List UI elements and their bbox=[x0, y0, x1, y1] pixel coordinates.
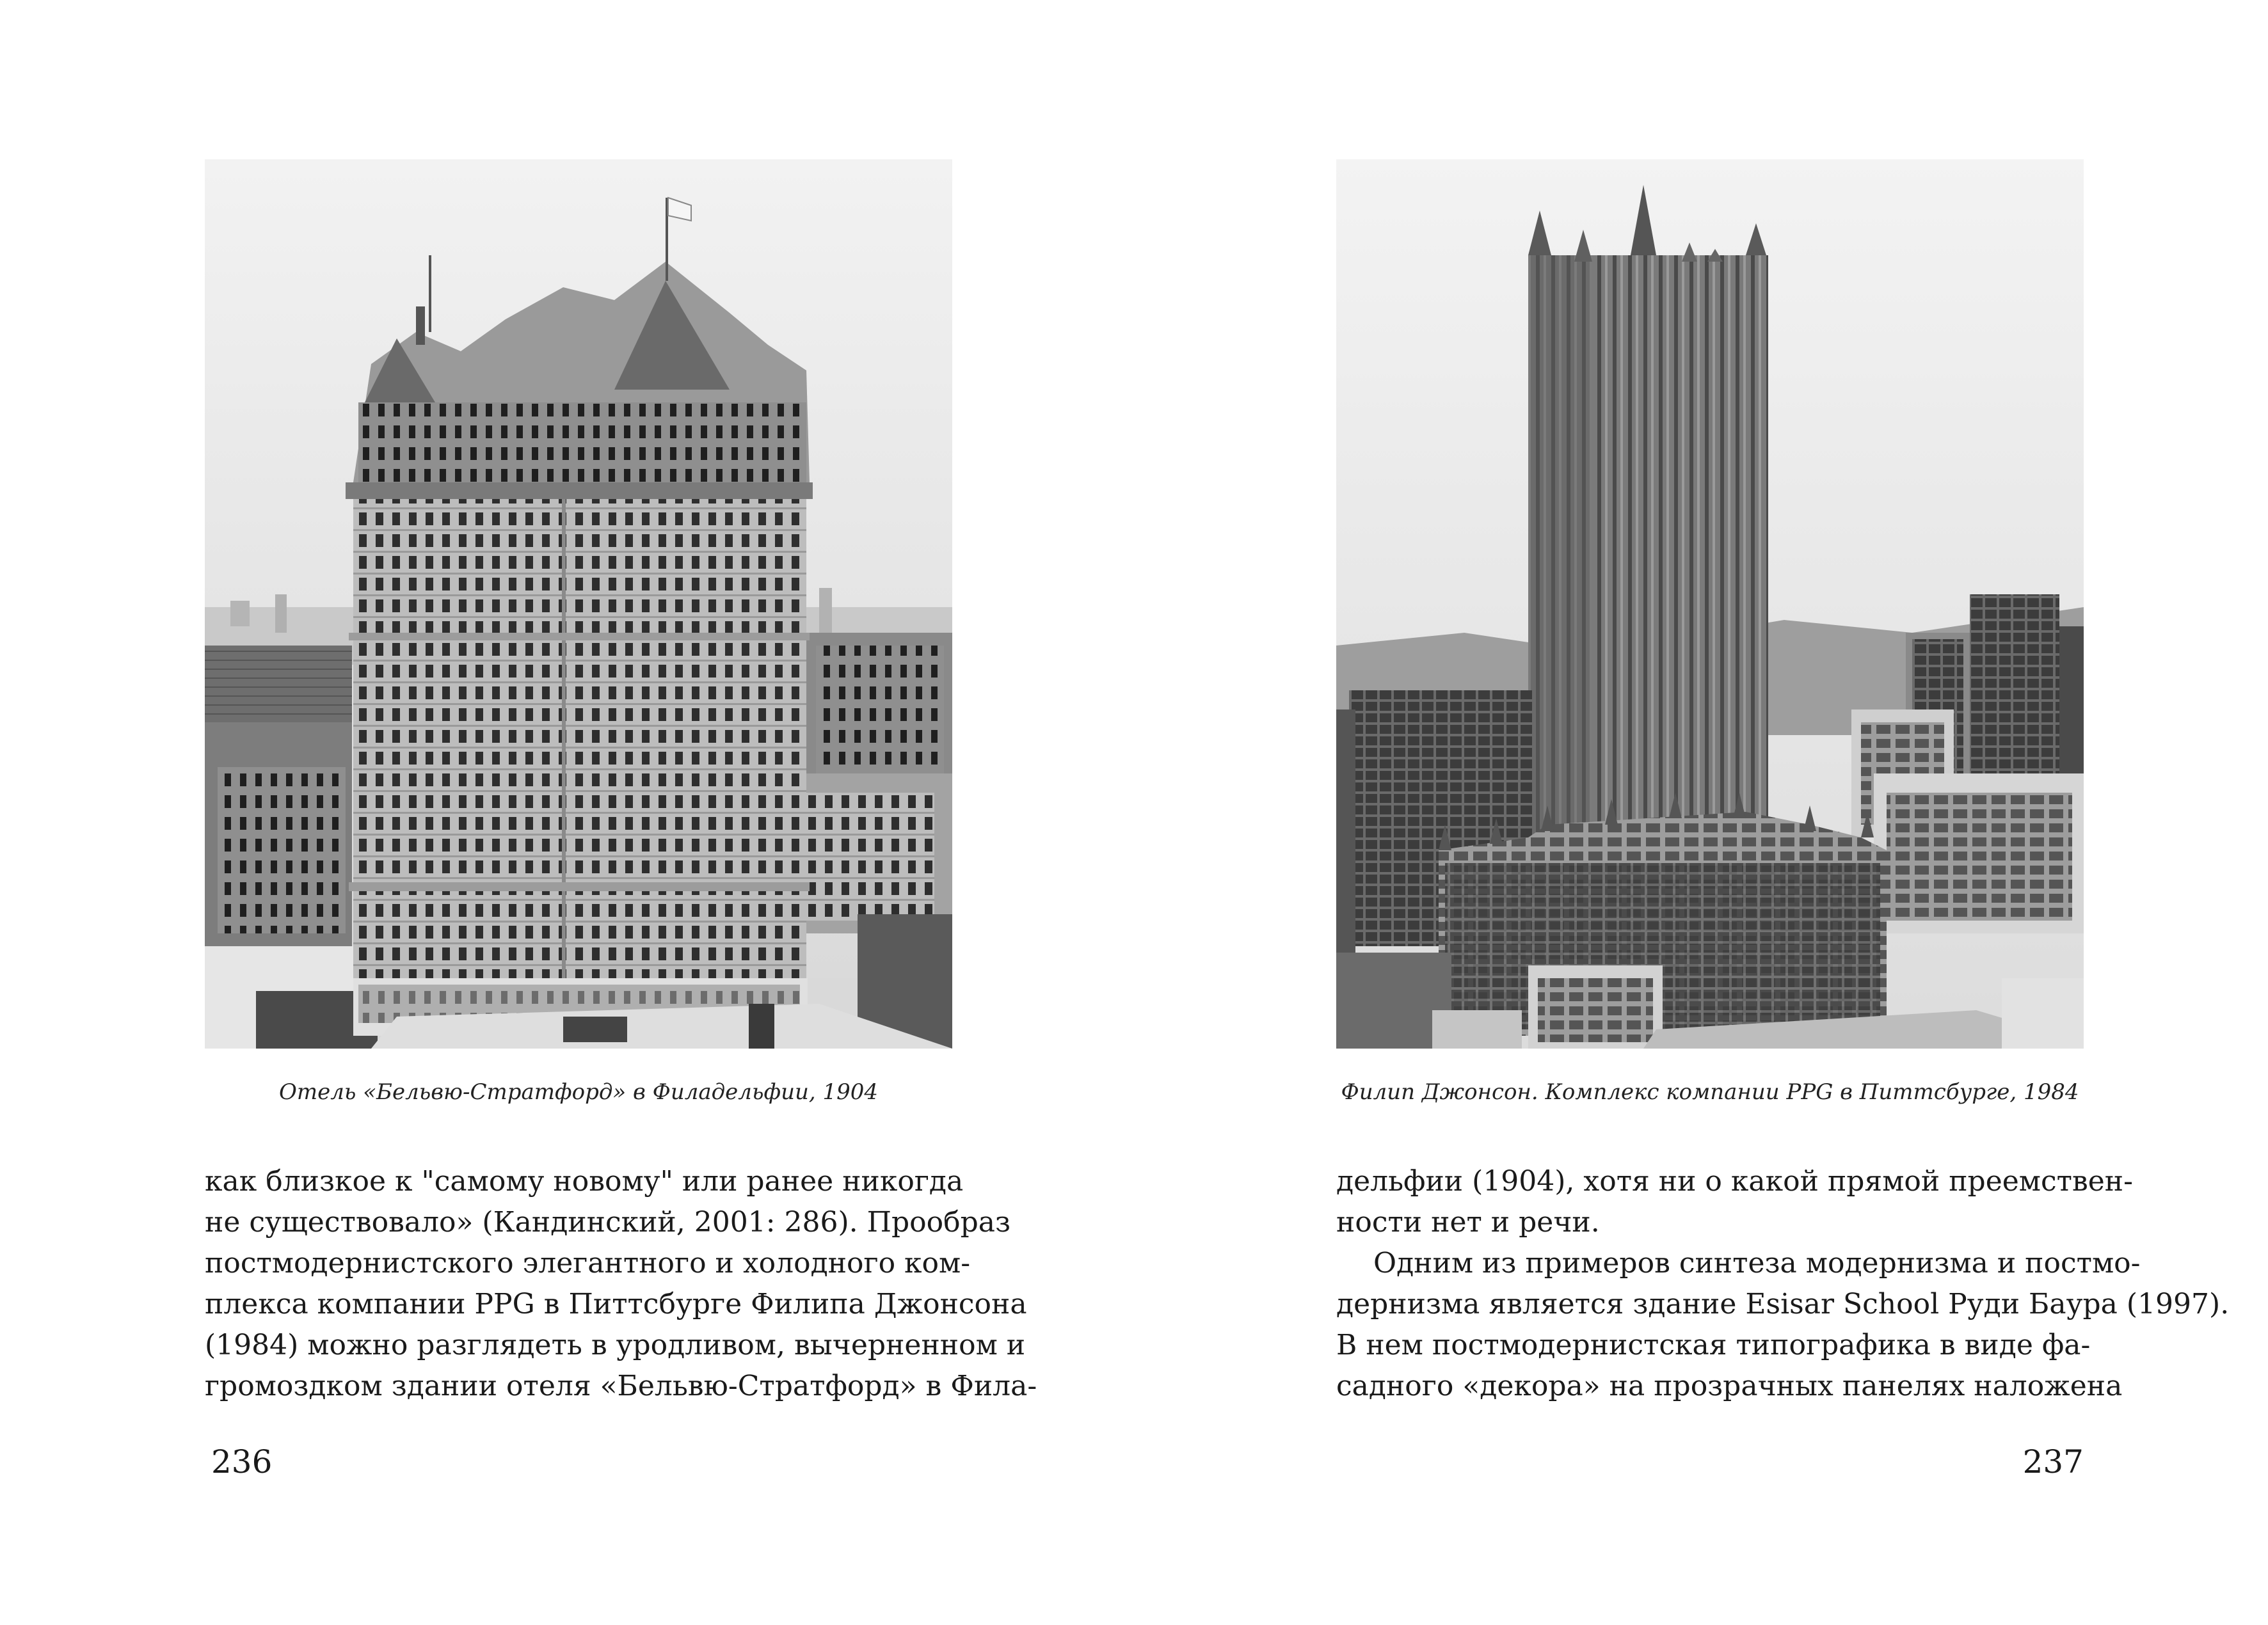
right-page bbox=[1134, 0, 2268, 1625]
bellevue-stratford-photo bbox=[205, 159, 952, 1049]
text-line: громоздком здании отеля «Бельвю-Стратфорд» в Фила- bbox=[205, 1370, 1037, 1402]
right-body-text bbox=[1336, 1161, 2230, 1407]
text-line: дернизма является здание Esisar School Руди Баура (1997). bbox=[1336, 1288, 2230, 1320]
text-line: садного «декора» на прозрачных панелях наложена bbox=[1336, 1370, 2123, 1402]
text-line: постмодернистского элегантного и холодного ком- bbox=[205, 1247, 971, 1280]
left-body-text bbox=[205, 1161, 1037, 1407]
right-photo-caption: Филип Джонсон. Комплекс компании PPG в Питтсбурге, 1984 bbox=[1341, 1079, 2079, 1105]
text-line: как близкое к "самому новому" или ранее никогда bbox=[205, 1165, 964, 1198]
text-line: не существовало» (Кандинский, 2001: 286). Прообраз bbox=[205, 1206, 1011, 1239]
page-number-left: 236 bbox=[211, 1443, 273, 1480]
left-photo-caption: Отель «Бельвю-Стратфорд» в Филадельфии, 1904 bbox=[278, 1079, 879, 1105]
page-number-right: 237 bbox=[2022, 1443, 2084, 1480]
text-line: плекса компании PPG в Питтсбурге Филипа Джонсона bbox=[205, 1288, 1027, 1320]
text-line: Одним из примеров синтеза модернизма и постмо- bbox=[1373, 1247, 2141, 1280]
text-line: ности нет и речи. bbox=[1336, 1206, 1600, 1239]
ppg-place-photo bbox=[1336, 159, 2084, 1049]
text-line: В нем постмодернистская типографика в виде фа- bbox=[1336, 1329, 2091, 1361]
text-line: (1984) можно разглядеть в уродливом, вычерненном и bbox=[205, 1329, 1026, 1361]
text-line: дельфии (1904), хотя ни о какой прямой преемствен- bbox=[1336, 1165, 2133, 1198]
